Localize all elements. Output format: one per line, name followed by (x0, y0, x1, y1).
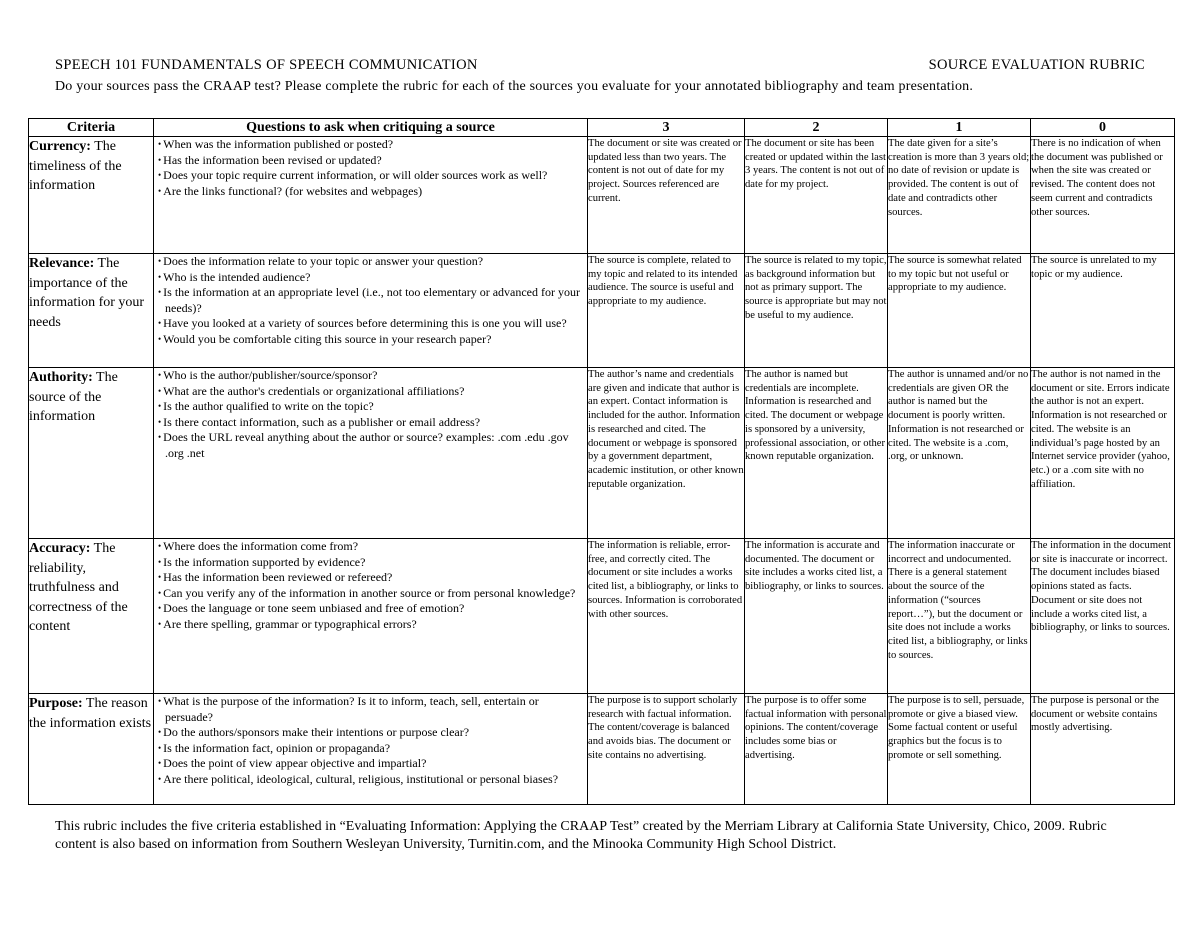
question-item: • Is the author qualified to write on the topic? (154, 399, 587, 415)
criterion-cell (29, 694, 154, 805)
question-item: • Does the URL reveal anything about the author or source? examples: .com .edu .gov .org .net (154, 430, 587, 461)
table-row (29, 254, 1175, 368)
score-2-cell: The author is named but credentials are incomplete. Information is researched and cited. The document or webpage is sponsored by a university, professional association, or other known reputable organization. (745, 368, 888, 539)
score-2-cell: The information is accurate and documented. The document or site includes a works cited list, a bibliography, or links to sources. (745, 539, 888, 694)
criterion-description: The timeliness of the information (29, 139, 122, 193)
rubric-table (28, 118, 1175, 805)
criterion-cell (29, 254, 154, 368)
criterion-description: The source of the information (29, 370, 118, 424)
table-row (29, 539, 1175, 694)
question-item: • Is the information fact, opinion or propaganda? (154, 741, 587, 757)
score-0-cell: The information in the document or site is inaccurate or incorrect. The document includes biased opinions stated as facts. Document or site does not include a works cited list, a bibliography, or links to sources. (1031, 539, 1175, 694)
table-row (29, 368, 1175, 539)
criterion-name: Accuracy: (29, 541, 91, 556)
score-3-cell: The source is complete, related to my topic and related to its intended audience. The source is useful and appropriate to my audience. (588, 254, 745, 368)
question-item: • Are the links functional? (for websites and webpages) (154, 184, 587, 200)
question-item: • Does the point of view appear objective and impartial? (154, 756, 587, 772)
score-1-cell: The information inaccurate or incorrect and undocumented. There is a general statement about the source of the information (“sources report…”), but the document or site does not include a works cited list, a bibliography, or links to sources. (888, 539, 1031, 694)
criterion-cell (29, 368, 154, 539)
question-item: • What is the purpose of the information? Is it to inform, teach, sell, entertain or persuade? (154, 694, 587, 725)
criterion-description: The reliability, truthfulness and correctness of the content (29, 541, 128, 634)
criterion-name: Purpose: (29, 696, 83, 711)
questions-cell (154, 539, 588, 694)
score-2-cell: The source is related to my topic, as background information but not as primary support. The source is appropriate but may not be useful to my audience. (745, 254, 888, 368)
question-item: • Have you looked at a variety of sources before determining this is one you will use? (154, 316, 587, 332)
question-item: • Is there contact information, such as a publisher or email address? (154, 415, 587, 431)
intro-text: Do your sources pass the CRAAP test? Please complete the rubric for each of the sources you evaluate for your annotated bibliography and team presentation. (55, 79, 974, 94)
score-2-cell: The purpose is to offer some factual information with personal opinions. The content/coverage includes some bias or advertising. (745, 694, 888, 805)
header-score-1: 1 (888, 119, 1031, 137)
footer-note: This rubric includes the five criteria established in “Evaluating Information: Applying the CRAAP Test” created by the Merriam Library at California State University, Chico, 2009. Rubric content is also based on information from Southern Wesleyan University, Turnitin.com, and the Minooka Community High School District. (55, 819, 1107, 852)
criterion-name: Relevance: (29, 256, 95, 271)
score-2-cell: The document or site has been created or updated within the last 3 years. The content is not out of date for my project. (745, 137, 888, 254)
question-item: • Do the authors/sponsors make their intentions or purpose clear? (154, 725, 587, 741)
question-item: • Does the information relate to your topic or answer your question? (154, 254, 587, 270)
question-item: • When was the information published or posted? (154, 137, 587, 153)
criterion-cell (29, 539, 154, 694)
header-score-0: 0 (1031, 119, 1175, 137)
question-item: • Does the language or tone seem unbiased and free of emotion? (154, 601, 587, 617)
header-score-2: 2 (745, 119, 888, 137)
question-item: • Are there political, ideological, cultural, religious, institutional or personal biases? (154, 772, 587, 788)
question-item: • Has the information been reviewed or refereed? (154, 570, 587, 586)
score-1-cell: The purpose is to sell, persuade, promote or give a biased view. Some factual content or useful graphics but the focus is to promote or sell something. (888, 694, 1031, 805)
questions-cell (154, 254, 588, 368)
question-item: • Has the information been revised or updated? (154, 153, 587, 169)
score-3-cell: The document or site was created or updated less than two years. The content is not out of date for my project. Sources referenced are current. (588, 137, 745, 254)
question-item: • Who is the author/publisher/source/sponsor? (154, 368, 587, 384)
rubric-title: SOURCE EVALUATION RUBRIC (928, 57, 1145, 73)
criterion-description: The reason the information exists (29, 696, 152, 731)
questions-cell (154, 137, 588, 254)
questions-cell (154, 694, 588, 805)
question-item: • Are there spelling, grammar or typographical errors? (154, 617, 587, 633)
header-questions: Questions to ask when critiquing a source (154, 119, 588, 137)
question-item: • Is the information at an appropriate level (i.e., not too elementary or advanced for your needs)? (154, 285, 587, 316)
question-item: • Can you verify any of the information in another source or from personal knowledge? (154, 586, 587, 602)
score-0-cell: There is no indication of when the document was published or when the site was created or revised. The content does not seem current and contradicts other sources. (1031, 137, 1175, 254)
question-item: • Where does the information come from? (154, 539, 587, 555)
score-1-cell: The date given for a site’s creation is more than 3 years old; no date of revision or update is provided. The content is out of date and contradicts other sources. (888, 137, 1031, 254)
score-1-cell: The author is unnamed and/or no credentials are given OR the author is named but the document is poorly written. Information is not researched or cited. The website is a .com, .org, or unknown. (888, 368, 1031, 539)
header-score-3: 3 (588, 119, 745, 137)
header-row (29, 119, 1175, 137)
question-item: • Would you be comfortable citing this source in your research paper? (154, 332, 587, 348)
score-3-cell: The information is reliable, error-free, and correctly cited. The document or site includes a works cited list, a bibliography, or links to sources. Information is corroborated with other sources. (588, 539, 745, 694)
criterion-description: The importance of the information for your needs (29, 256, 145, 330)
score-3-cell: The author’s name and credentials are given and indicate that author is an expert. Contact information is included for the author. Information is researched and cited. The document or webpage is sponsored by a government department, academic institution, or other known reputable organization. (588, 368, 745, 539)
question-item: • Who is the intended audience? (154, 270, 587, 286)
header-criteria: Criteria (29, 119, 154, 137)
table-row (29, 694, 1175, 805)
question-item: • Does your topic require current information, or will older sources work as well? (154, 168, 587, 184)
score-1-cell: The source is somewhat related to my topic but not useful or appropriate to my audience. (888, 254, 1031, 368)
criterion-cell (29, 137, 154, 254)
question-item: • What are the author's credentials or organizational affiliations? (154, 384, 587, 400)
criterion-name: Currency: (29, 139, 91, 154)
criterion-name: Authority: (29, 370, 93, 385)
score-3-cell: The purpose is to support scholarly research with factual information. The content/coverage is balanced and avoids bias. The document or site contains no advertising. (588, 694, 745, 805)
table-row (29, 137, 1175, 254)
questions-cell (154, 368, 588, 539)
score-0-cell: The purpose is personal or the document or website contains mostly advertising. (1031, 694, 1175, 805)
score-0-cell: The author is not named in the document or site. Errors indicate the author is not an expert. Information is not researched or cited. The website is an individual’s page hosted by an Internet service provider (yahoo, etc.) or a .com site with no affiliation. (1031, 368, 1175, 539)
score-0-cell: The source is unrelated to my topic or my audience. (1031, 254, 1175, 368)
question-item: • Is the information supported by evidence? (154, 555, 587, 571)
course-title: SPEECH 101 FUNDAMENTALS OF SPEECH COMMUNICATION (55, 57, 478, 73)
